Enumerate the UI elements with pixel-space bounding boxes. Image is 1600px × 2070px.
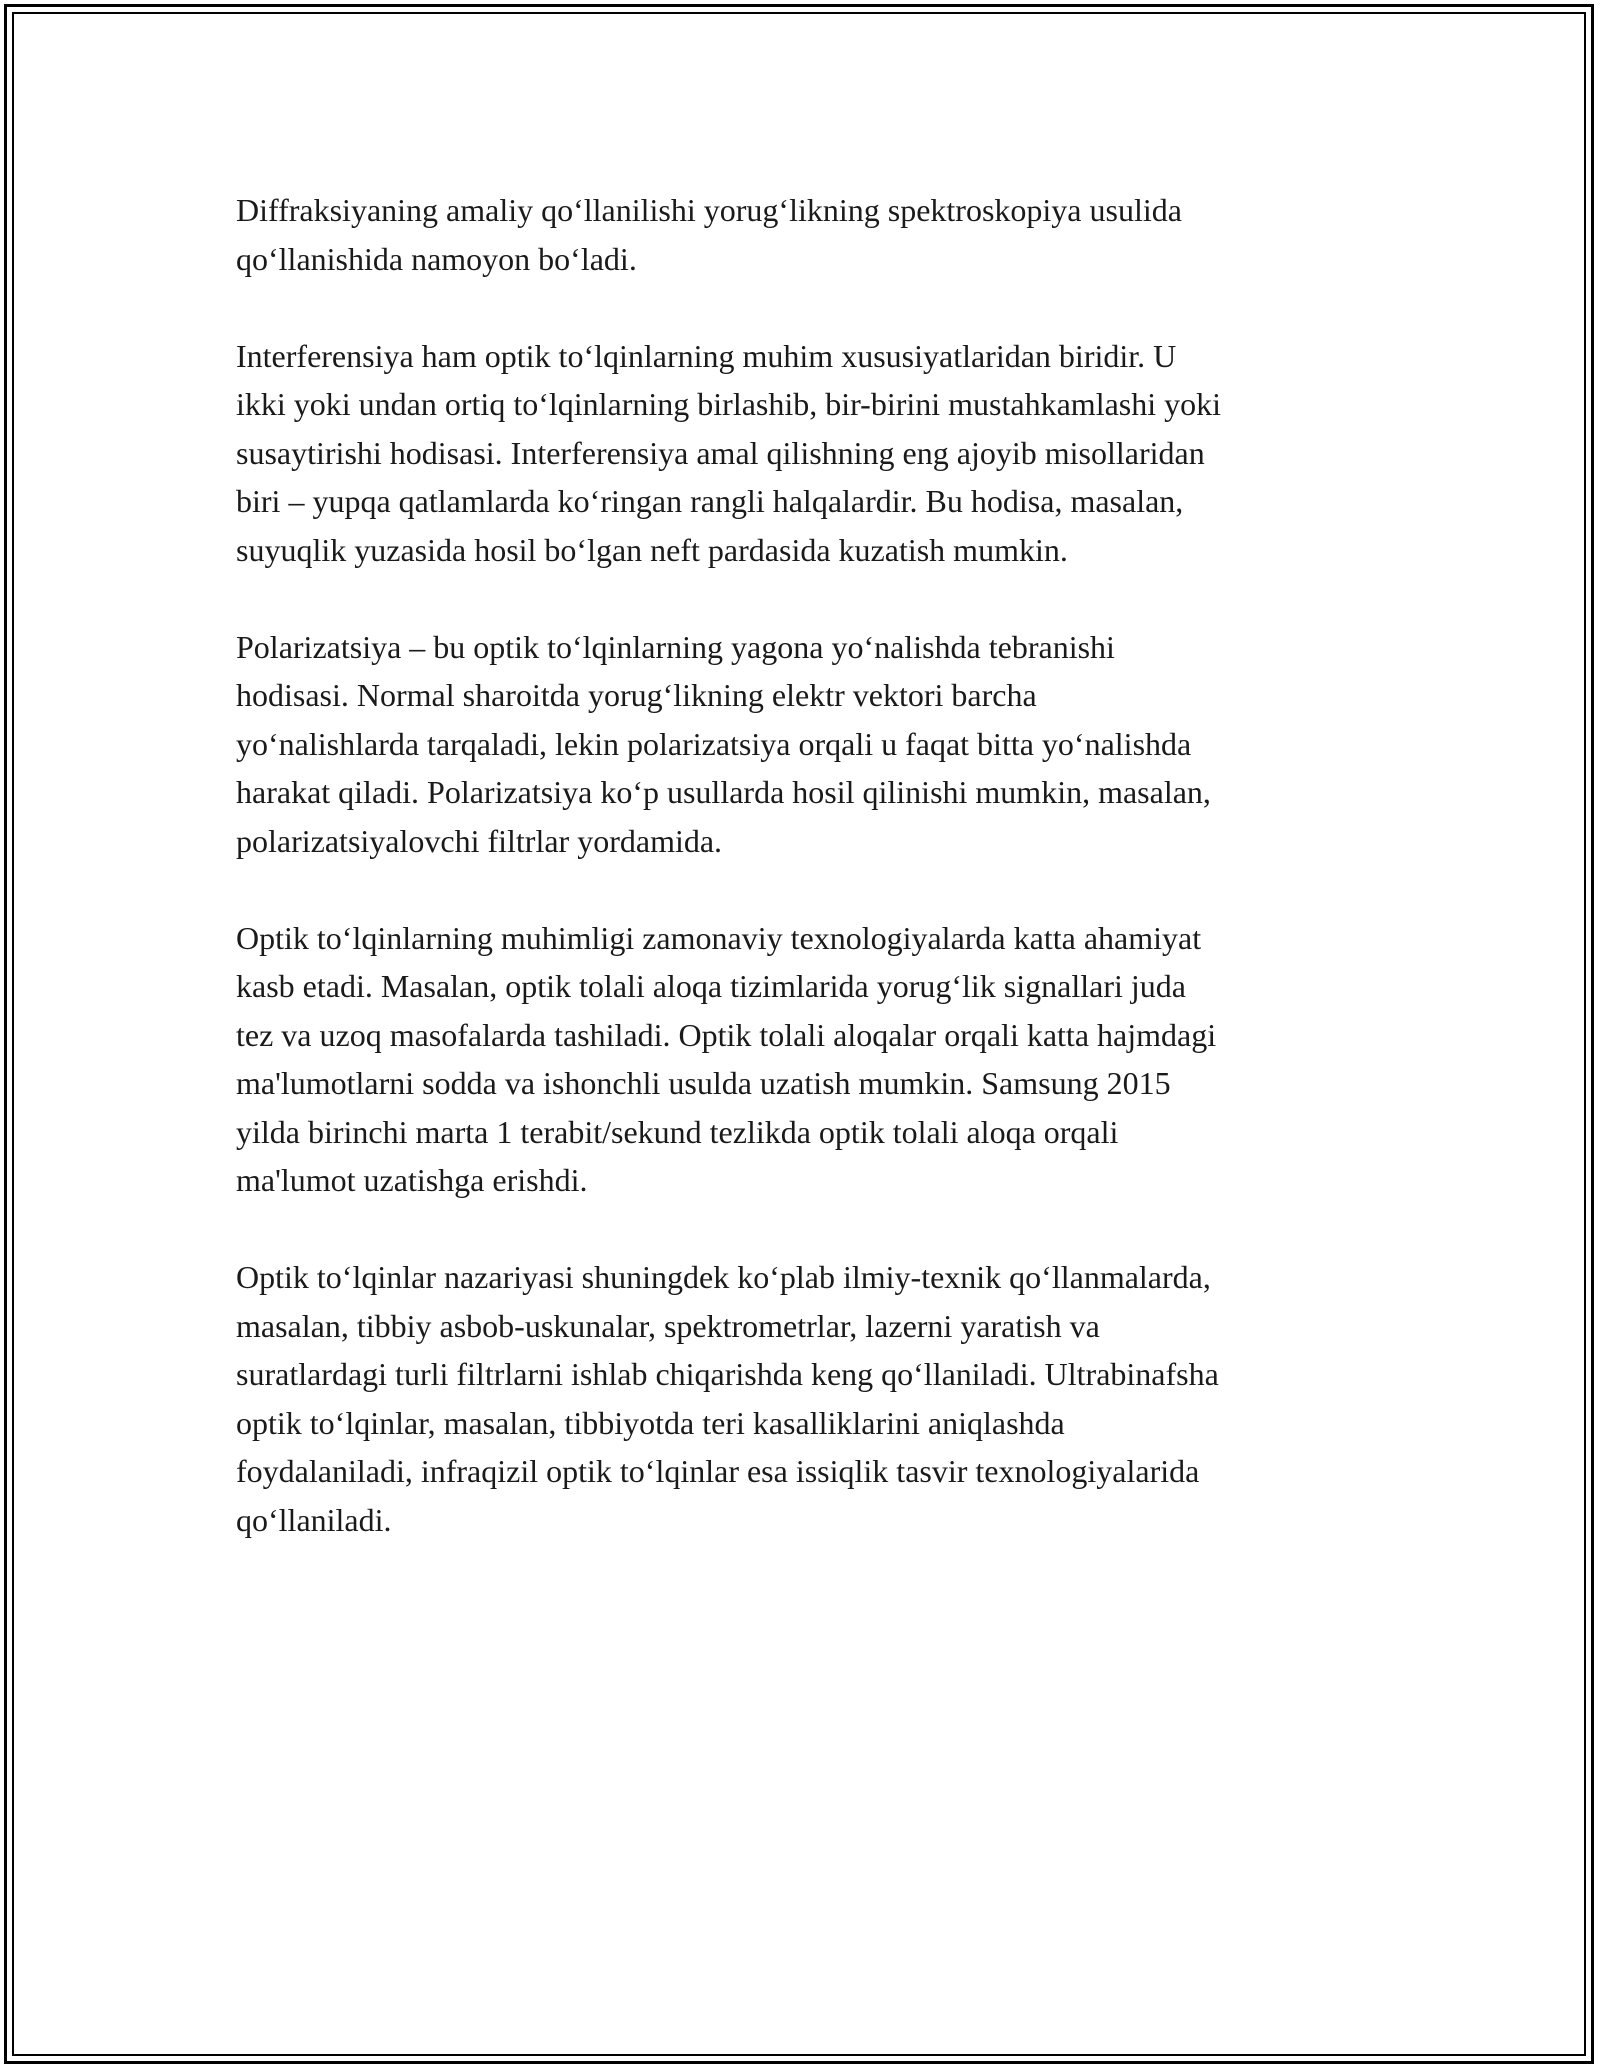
- text-line: qo‘llaniladi.: [236, 1501, 392, 1538]
- text-line: foydalaniladi, infraqizil optik to‘lqinlar esa issiqlik tasvir texnologiyalarida: [236, 1453, 1200, 1489]
- text-line: Interferensiya ham optik to‘lqinlarning muhim xususiyatlaridan biridir. U: [236, 337, 1177, 374]
- text-line: ikki yoki undan ortiq to‘lqinlarning birlashib, bir-birini mustahkamlashi yoki: [236, 386, 1222, 422]
- text-line: yilda birinchi marta 1 terabit/sekund tezlikda optik tolali aloqa orqali: [236, 1113, 1119, 1150]
- text-line: Optik to‘lqinlarning muhimligi zamonaviy texnologiyalarda katta ahamiyat: [236, 919, 1202, 956]
- text-line: polarizatsiyalovchi filtrlar yordamida.: [236, 822, 723, 859]
- text-line: kasb etadi. Masalan, optik tolali aloqa tizimlarida yorug‘lik signallari juda: [236, 968, 1186, 1004]
- paragraph-applications: [236, 1253, 1376, 1544]
- text-line: biri – yupqa qatlamlarda ko‘ringan rangli halqalardir. Bu hodisa, masalan,: [236, 483, 1184, 519]
- document-body: [236, 186, 1376, 1593]
- text-line: ma'lumotlarni sodda va ishonchli usulda uzatish mumkin. Samsung 2015: [236, 1065, 1171, 1101]
- text-line: suratlardagi turli filtrlarni ishlab chiqarishda keng qo‘llaniladi. Ultrabinafsha: [236, 1356, 1219, 1392]
- text-line: susaytirishi hodisasi. Interferensiya amal qilishning eng ajoyib misollaridan: [236, 434, 1205, 471]
- text-line: optik to‘lqinlar, masalan, tibbiyotda teri kasalliklarini aniqlashda: [236, 1404, 1065, 1441]
- text-line: yo‘nalishlarda tarqaladi, lekin polarizatsiya orqali u faqat bitta yo‘nalishda: [236, 725, 1192, 762]
- text-line: tez va uzoq masofalarda tashiladi. Optik tolali aloqalar orqali katta hajmdagi: [236, 1016, 1217, 1053]
- text-line: Polarizatsiya – bu optik to‘lqinlarning yagona yo‘nalishda tebranishi: [236, 628, 1115, 665]
- text-line: ma'lumot uzatishga erishdi.: [236, 1162, 588, 1198]
- paragraph-polarization: [236, 623, 1376, 866]
- text-line: harakat qiladi. Polarizatsiya ko‘p usullarda hosil qilinishi mumkin, masalan,: [236, 774, 1211, 810]
- paragraph-diffraction: [236, 186, 1376, 283]
- text-line: hodisasi. Normal sharoitda yorug‘likning elektr vektori barcha: [236, 677, 1037, 713]
- paragraph-optical-fiber: [236, 914, 1376, 1205]
- text-line: suyuqlik yuzasida hosil bo‘lgan neft pardasida kuzatish mumkin.: [236, 531, 1068, 568]
- text-line: Diffraksiyaning amaliy qo‘llanilishi yorug‘likning spektroskopiya usulida: [236, 192, 1182, 228]
- text-line: Optik to‘lqinlar nazariyasi shuningdek ko‘plab ilmiy-texnik qo‘llanmalarda,: [236, 1259, 1211, 1295]
- paragraph-interference: [236, 332, 1376, 575]
- text-line: masalan, tibbiy asbob-uskunalar, spektrometrlar, lazerni yaratish va: [236, 1307, 1100, 1344]
- text-line: qo‘llanishida namoyon bo‘ladi.: [236, 240, 637, 277]
